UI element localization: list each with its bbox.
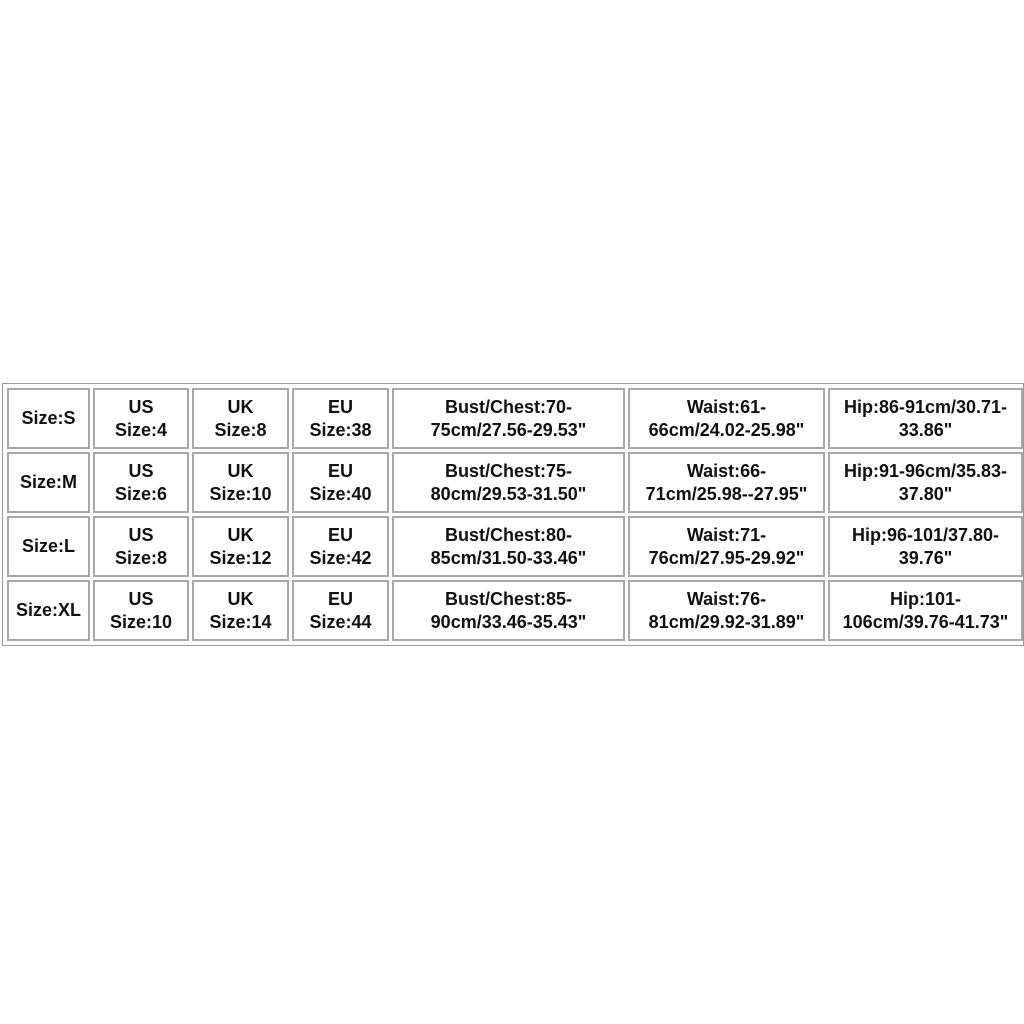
uk-size-label: UK Size:12 xyxy=(209,524,272,568)
hip-cell xyxy=(828,388,1023,449)
table-row-size-m xyxy=(3,452,1023,513)
uk-size-cell xyxy=(192,516,289,577)
size-label: Size:XL xyxy=(15,600,81,620)
size-cell xyxy=(7,388,90,449)
bust-measurement: Bust/Chest:80- 85cm/31.50-33.46" xyxy=(430,524,587,568)
size-chart-table xyxy=(2,383,1024,646)
uk-size-label: UK Size:10 xyxy=(209,460,272,504)
us-size-cell xyxy=(93,388,189,449)
us-size-cell xyxy=(93,580,189,641)
bust-cell xyxy=(392,580,625,641)
us-size-label: US Size:4 xyxy=(114,396,168,440)
bust-measurement: Bust/Chest:75- 80cm/29.53-31.50" xyxy=(430,460,587,504)
bust-measurement: Bust/Chest:70- 75cm/27.56-29.53" xyxy=(430,396,587,440)
hip-cell xyxy=(828,580,1023,641)
hip-measurement: Hip:101- 106cm/39.76-41.73" xyxy=(842,588,1009,632)
waist-cell xyxy=(628,516,825,577)
hip-cell xyxy=(828,452,1023,513)
us-size-cell xyxy=(93,516,189,577)
hip-measurement: Hip:86-91cm/30.71- 33.86" xyxy=(843,396,1008,440)
eu-size-label: EU Size:40 xyxy=(309,460,372,504)
bust-cell xyxy=(392,452,625,513)
uk-size-cell xyxy=(192,452,289,513)
waist-cell xyxy=(628,580,825,641)
bust-cell xyxy=(392,388,625,449)
eu-size-cell xyxy=(292,516,389,577)
table-row-size-s xyxy=(3,388,1023,449)
eu-size-cell xyxy=(292,388,389,449)
table-row-size-l xyxy=(3,516,1023,577)
waist-measurement: Waist:61- 66cm/24.02-25.98" xyxy=(648,396,805,440)
size-cell xyxy=(7,452,90,513)
bust-measurement: Bust/Chest:85- 90cm/33.46-35.43" xyxy=(430,588,587,632)
size-label: Size:L xyxy=(21,536,75,556)
size-label: Size:S xyxy=(21,408,76,428)
waist-measurement: Waist:66- 71cm/25.98--27.95" xyxy=(645,460,808,504)
eu-size-label: EU Size:44 xyxy=(309,588,372,632)
waist-measurement: Waist:76- 81cm/29.92-31.89" xyxy=(648,588,805,632)
eu-size-cell xyxy=(292,452,389,513)
size-cell xyxy=(7,580,90,641)
waist-cell xyxy=(628,388,825,449)
uk-size-cell xyxy=(192,580,289,641)
size-label: Size:M xyxy=(19,472,77,492)
eu-size-label: EU Size:42 xyxy=(309,524,372,568)
bust-cell xyxy=(392,516,625,577)
size-cell xyxy=(7,516,90,577)
hip-measurement: Hip:91-96cm/35.83- 37.80" xyxy=(843,460,1008,504)
waist-measurement: Waist:71- 76cm/27.95-29.92" xyxy=(648,524,805,568)
uk-size-label: UK Size:14 xyxy=(209,588,272,632)
table-row-size-xl xyxy=(3,580,1023,641)
us-size-label: US Size:8 xyxy=(114,524,168,568)
hip-measurement: Hip:96-101/37.80- 39.76" xyxy=(851,524,1000,568)
uk-size-cell xyxy=(192,388,289,449)
uk-size-label: UK Size:8 xyxy=(214,396,267,440)
us-size-label: US Size:10 xyxy=(109,588,173,632)
eu-size-label: EU Size:38 xyxy=(309,396,372,440)
waist-cell xyxy=(628,452,825,513)
us-size-label: US Size:6 xyxy=(114,460,168,504)
hip-cell xyxy=(828,516,1023,577)
eu-size-cell xyxy=(292,580,389,641)
us-size-cell xyxy=(93,452,189,513)
